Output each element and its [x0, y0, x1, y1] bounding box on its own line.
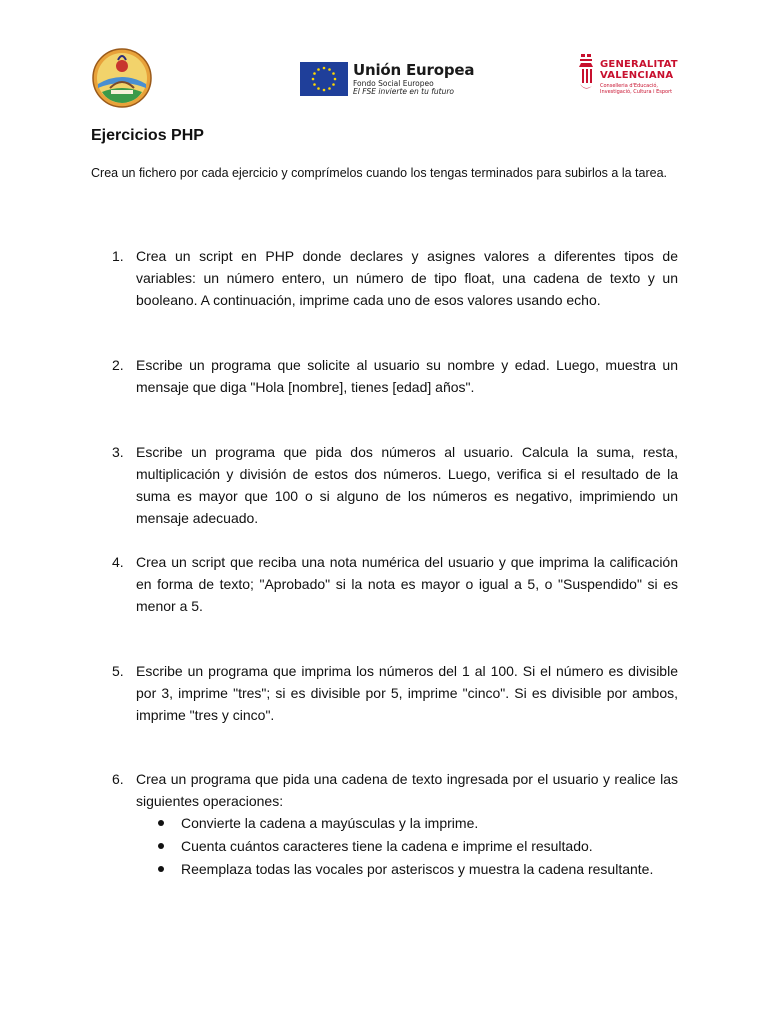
exercise-number: 6. [112, 771, 124, 787]
generalitat-dept-line2: Investigació, Cultura i Esport [600, 89, 673, 95]
exercise-text: Crea un script que reciba una nota numérica del usuario y que imprima la calificación en forma de texto; "Aprobado" si la nota es mayor o igual a 5, o "Suspendido" si es menor a 5. [136, 554, 678, 614]
generalitat-name-line1: GENERALITAT [600, 59, 678, 70]
exercise-bullet-list [112, 812, 678, 881]
bullet-item [136, 812, 678, 835]
bullet-text: Cuenta cuántos caracteres tiene la cadena e imprime el resultado. [181, 838, 593, 854]
bullet-text: Reemplaza todas las vocales por asteriscos y muestra la cadena resultante. [181, 861, 654, 877]
bullet-text: Convierte la cadena a mayúsculas y la imprime. [181, 815, 479, 831]
document-title: Ejercicios PHP [91, 127, 204, 144]
exercise-item [112, 660, 678, 726]
bullet-dot-icon [158, 820, 164, 826]
eu-tagline: El FSE invierte en tu futuro [353, 87, 454, 96]
bullet-item [136, 835, 678, 858]
exercise-item [112, 551, 678, 617]
exercise-item [112, 768, 678, 881]
bullet-dot-icon [158, 843, 164, 849]
exercise-number: 2. [112, 357, 124, 373]
exercise-item [112, 354, 678, 398]
bullet-item [136, 858, 678, 881]
exercise-item [112, 441, 678, 529]
bullet-dot-icon [158, 866, 164, 872]
exercise-number: 1. [112, 248, 124, 264]
exercise-text: Crea un script en PHP donde declares y asignes valores a diferentes tipos de variables: un número entero, un número de tipo float, una cadena de texto y un booleano. A continuación, imprime cada uno de esos valores usando echo. [136, 248, 678, 308]
exercise-number: 3. [112, 444, 124, 460]
exercise-number: 5. [112, 663, 124, 679]
generalitat-name-line2: VALENCIANA [600, 70, 674, 81]
exercise-text: Crea un programa que pida una cadena de texto ingresada por el usuario y realice las siguientes operaciones: [136, 771, 678, 809]
exercise-text: Escribe un programa que pida dos números al usuario. Calcula la suma, resta, multiplicación y división de estos dos números. Luego, verifica si el resultado de la suma es mayor que 100 o si alguno de los números es negativo, imprimiendo un mensaje adecuado. [136, 444, 678, 526]
exercise-item [112, 245, 678, 311]
generalitat-dept-line1: Conselleria d'Educació, [600, 83, 659, 89]
exercise-text: Escribe un programa que imprima los números del 1 al 100. Si el número es divisible por 3, imprime "tres"; si es divisible por 5, imprime "cinco". Si es divisible por ambos, imprime "tres y cinco". [136, 663, 678, 723]
eu-title: Unión Europea [353, 60, 475, 79]
intro-paragraph: Crea un fichero por cada ejercicio y comprímelos cuando los tengas terminados para subirlos a la tarea. [91, 166, 667, 180]
exercise-number: 4. [112, 554, 124, 570]
exercise-text: Escribe un programa que solicite al usuario su nombre y edad. Luego, muestra un mensaje que diga "Hola [nombre], tienes [edad] años". [136, 357, 678, 395]
eu-subtitle: Fondo Social Europeo [353, 78, 434, 88]
